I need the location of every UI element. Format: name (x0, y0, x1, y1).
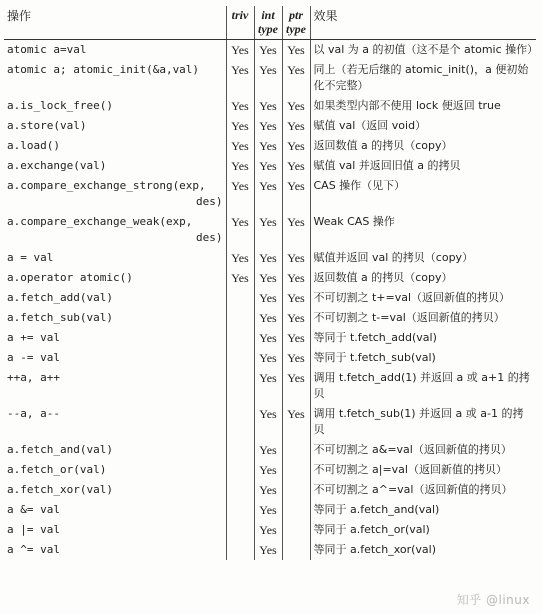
ptr-type-cell: Yes (282, 348, 310, 368)
watermark: 知乎 @linux (456, 593, 530, 607)
operation-cell (4, 500, 226, 520)
operation-cell (4, 480, 226, 500)
effect-cell: CAS 操作（见下） (310, 176, 536, 212)
ptr-type-cell: Yes (282, 60, 310, 96)
ptr-type-cell (282, 520, 310, 540)
ptr-type-cell: Yes (282, 156, 310, 176)
operation-cell (4, 540, 226, 560)
triv-cell (226, 460, 254, 480)
table-row (4, 96, 536, 116)
operation-text-continued: des) (196, 195, 223, 208)
triv-cell: Yes (226, 116, 254, 136)
effect-cell: 等同于 t.fetch_sub(val) (310, 348, 536, 368)
operation-text: a.fetch_or(val) (7, 463, 107, 476)
table-row (4, 60, 536, 96)
int-type-cell: Yes (254, 540, 282, 560)
triv-cell: Yes (226, 60, 254, 96)
int-type-cell: Yes (254, 348, 282, 368)
header-effect: 效果 (310, 6, 536, 40)
operation-cell (4, 368, 226, 404)
effect-cell: 等同于 a.fetch_xor(val) (310, 540, 536, 560)
int-type-cell: Yes (254, 440, 282, 460)
operation-cell (4, 136, 226, 156)
ptr-type-cell: Yes (282, 328, 310, 348)
triv-cell (226, 328, 254, 348)
effect-cell: 不可切割之 a&=val（返回新值的拷贝） (310, 440, 536, 460)
operation-cell (4, 460, 226, 480)
operation-cell (4, 60, 226, 96)
operation-cell (4, 328, 226, 348)
operation-cell (4, 268, 226, 288)
operation-text: a.exchange(val) (7, 159, 107, 172)
effect-cell: 不可切割之 t+=val（返回新值的拷贝） (310, 288, 536, 308)
int-type-cell: Yes (254, 156, 282, 176)
int-type-cell: Yes (254, 248, 282, 268)
triv-cell: Yes (226, 212, 254, 248)
effect-cell: 赋值 val 并返回旧值 a 的拷贝 (310, 156, 536, 176)
operation-text: a.compare_exchange_weak(exp, (7, 215, 193, 228)
operation-cell (4, 520, 226, 540)
effect-cell: 不可切割之 a^=val（返回新值的拷贝） (310, 480, 536, 500)
ptr-type-cell: Yes (282, 40, 310, 61)
table-row (4, 404, 536, 440)
operation-text: a.fetch_sub(val) (7, 311, 113, 324)
operation-text: a ^= val (7, 543, 60, 556)
triv-cell (226, 404, 254, 440)
operation-text: a += val (7, 331, 60, 344)
table-row (4, 480, 536, 500)
operation-cell (4, 288, 226, 308)
effect-cell: 调用 t.fetch_add(1) 并返回 a 或 a+1 的拷贝 (310, 368, 536, 404)
operation-cell (4, 248, 226, 268)
int-type-cell: Yes (254, 176, 282, 212)
table-row (4, 268, 536, 288)
effect-cell: 赋值 val（返回 void） (310, 116, 536, 136)
header-triv: triv (226, 6, 254, 40)
effect-cell: 等同于 a.fetch_and(val) (310, 500, 536, 520)
int-type-cell: Yes (254, 60, 282, 96)
int-type-cell: Yes (254, 480, 282, 500)
header-int: int type (254, 6, 282, 40)
operation-cell (4, 156, 226, 176)
table-row (4, 348, 536, 368)
int-type-cell: Yes (254, 96, 282, 116)
operation-text: a.fetch_add(val) (7, 291, 113, 304)
int-type-cell: Yes (254, 520, 282, 540)
ptr-type-cell (282, 540, 310, 560)
table-row (4, 248, 536, 268)
ptr-type-cell (282, 500, 310, 520)
operation-cell (4, 212, 226, 248)
int-type-cell: Yes (254, 328, 282, 348)
ptr-type-cell: Yes (282, 368, 310, 404)
triv-cell (226, 288, 254, 308)
header-ptr: ptr type (282, 6, 310, 40)
operation-text: a.store(val) (7, 119, 87, 132)
int-type-cell: Yes (254, 116, 282, 136)
ptr-type-cell: Yes (282, 136, 310, 156)
int-type-cell: Yes (254, 288, 282, 308)
table-row (4, 116, 536, 136)
operation-text: --a, a-- (7, 407, 60, 420)
operation-text: a.compare_exchange_strong(exp, (7, 179, 206, 192)
triv-cell (226, 500, 254, 520)
table-row (4, 176, 536, 212)
operation-cell (4, 404, 226, 440)
triv-cell (226, 308, 254, 328)
effect-cell: 返回数值 a 的拷贝（copy） (310, 136, 536, 156)
operation-cell (4, 40, 226, 61)
table-row (4, 212, 536, 248)
triv-cell (226, 520, 254, 540)
effect-cell: 调用 t.fetch_sub(1) 并返回 a 或 a-1 的拷贝 (310, 404, 536, 440)
triv-cell (226, 440, 254, 460)
table-row (4, 500, 536, 520)
operation-text: a.fetch_and(val) (7, 443, 113, 456)
operation-text: a |= val (7, 523, 60, 536)
operation-text: a.fetch_xor(val) (7, 483, 113, 496)
operation-text: a.operator atomic() (7, 271, 133, 284)
operation-text: a -= val (7, 351, 60, 364)
ptr-type-cell (282, 480, 310, 500)
operation-text: a.is_lock_free() (7, 99, 113, 112)
int-type-cell: Yes (254, 212, 282, 248)
triv-cell (226, 540, 254, 560)
ptr-type-cell: Yes (282, 404, 310, 440)
triv-cell (226, 368, 254, 404)
triv-cell: Yes (226, 176, 254, 212)
int-type-cell: Yes (254, 404, 282, 440)
effect-cell: 不可切割之 t-=val（返回新值的拷贝） (310, 308, 536, 328)
operation-text: ++a, a++ (7, 371, 60, 384)
triv-cell: Yes (226, 156, 254, 176)
operation-text: atomic a; atomic_init(&a,val) (7, 63, 200, 76)
triv-cell: Yes (226, 40, 254, 61)
table-row (4, 368, 536, 404)
effect-cell: Weak CAS 操作 (310, 212, 536, 248)
effect-cell: 不可切割之 a|=val（返回新值的拷贝） (310, 460, 536, 480)
operation-cell (4, 96, 226, 116)
table-row (4, 288, 536, 308)
ptr-type-cell: Yes (282, 248, 310, 268)
operation-text: a.load() (7, 139, 60, 152)
operation-cell (4, 176, 226, 212)
int-type-cell: Yes (254, 40, 282, 61)
operation-text: a = val (7, 251, 54, 264)
triv-cell: Yes (226, 248, 254, 268)
operation-text: a &= val (7, 503, 60, 516)
int-type-cell: Yes (254, 308, 282, 328)
table-row (4, 328, 536, 348)
effect-cell: 返回数值 a 的拷贝（copy） (310, 268, 536, 288)
effect-cell: 以 val 为 a 的初值（这不是个 atomic 操作） (310, 40, 536, 61)
int-type-cell: Yes (254, 500, 282, 520)
effect-cell: 等同于 a.fetch_or(val) (310, 520, 536, 540)
triv-cell: Yes (226, 268, 254, 288)
ptr-type-cell: Yes (282, 268, 310, 288)
int-type-cell: Yes (254, 368, 282, 404)
table-row (4, 40, 536, 61)
ptr-type-cell: Yes (282, 288, 310, 308)
triv-cell: Yes (226, 96, 254, 116)
ptr-type-cell: Yes (282, 176, 310, 212)
ptr-type-cell: Yes (282, 212, 310, 248)
ptr-type-cell (282, 440, 310, 460)
table-header-row (4, 6, 536, 40)
triv-cell (226, 348, 254, 368)
effect-cell: 赋值并返回 val 的拷贝（copy） (310, 248, 536, 268)
operation-cell (4, 116, 226, 136)
table-row (4, 540, 536, 560)
operation-cell (4, 308, 226, 328)
operation-cell (4, 348, 226, 368)
table-row (4, 156, 536, 176)
int-type-cell: Yes (254, 460, 282, 480)
ptr-type-cell: Yes (282, 96, 310, 116)
triv-cell: Yes (226, 136, 254, 156)
table-row (4, 460, 536, 480)
atomic-operations-table (4, 6, 539, 560)
table-row (4, 308, 536, 328)
int-type-cell: Yes (254, 268, 282, 288)
effect-cell: 如果类型内部不使用 lock 便返回 true (310, 96, 536, 116)
ptr-type-cell: Yes (282, 308, 310, 328)
int-type-cell: Yes (254, 136, 282, 156)
operation-cell (4, 440, 226, 460)
table-row (4, 520, 536, 540)
operation-text: atomic a=val (7, 43, 87, 56)
operation-text-continued: des) (196, 231, 223, 244)
table-row (4, 440, 536, 460)
header-op: 操作 (4, 6, 226, 40)
effect-cell: 等同于 t.fetch_add(val) (310, 328, 536, 348)
ptr-type-cell: Yes (282, 116, 310, 136)
ptr-type-cell (282, 460, 310, 480)
triv-cell (226, 480, 254, 500)
table-row (4, 136, 536, 156)
effect-cell: 同上（若无后继的 atomic_init()，a 便初始化不完整） (310, 60, 536, 96)
table-body (4, 40, 539, 561)
